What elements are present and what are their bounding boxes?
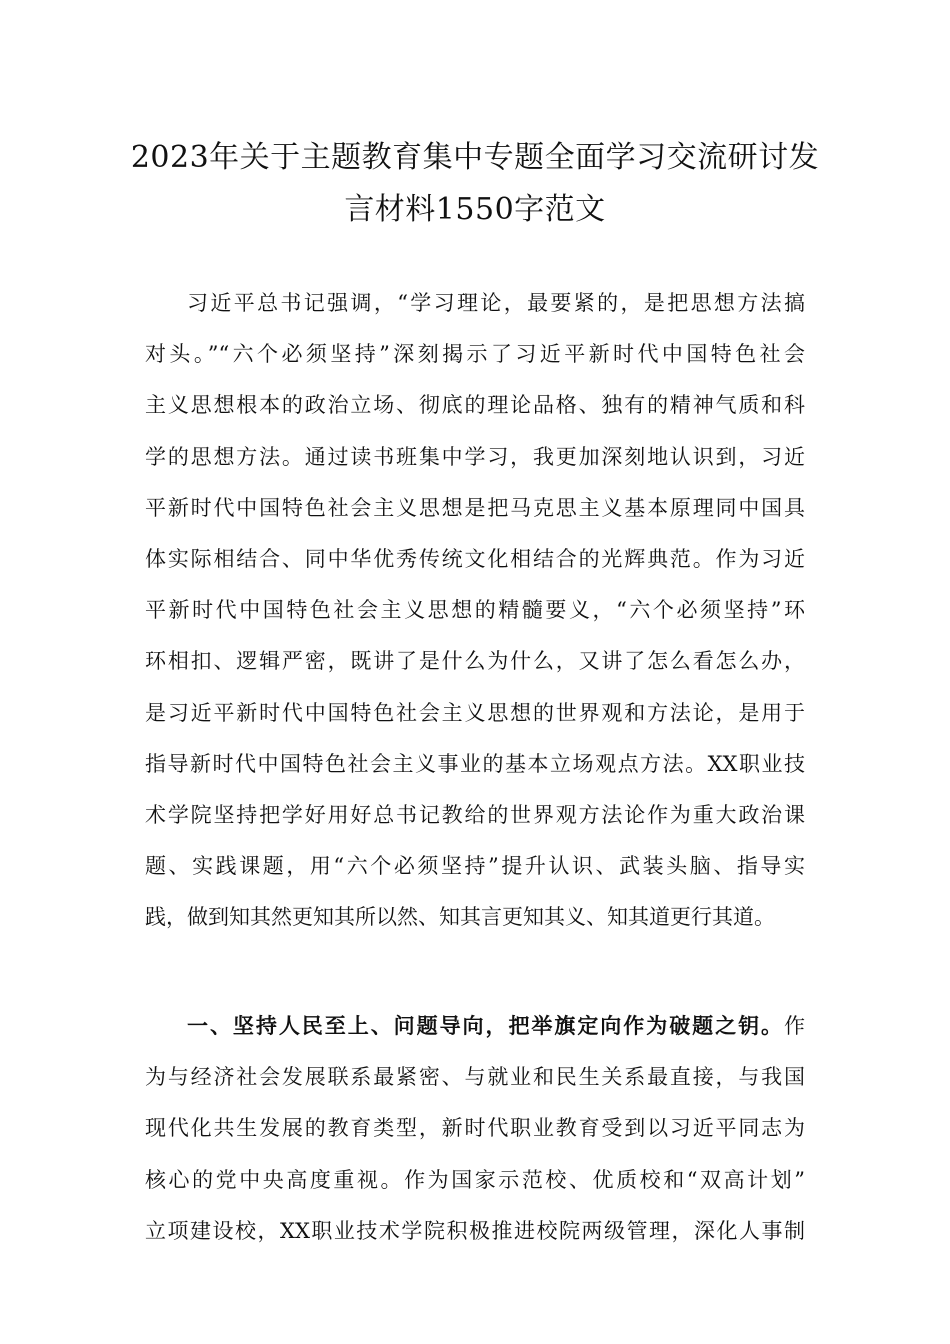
paragraph-line: 环相扣、逻辑严密，既讲了是什么为什么，又讲了怎么看怎么办， bbox=[145, 649, 805, 674]
paragraph-line: 指导新时代中国特色社会主义事业的基本立场观点方法。XX职业技 bbox=[145, 751, 805, 776]
paragraph-line: 核心的党中央高度重视。作为国家示范校、优质校和“双高计划” bbox=[145, 1167, 805, 1192]
paragraph-line: 体实际相结合、同中华优秀传统文化相结合的光辉典范。作为习近 bbox=[145, 547, 805, 572]
paragraph-line: 对头。”“六个必须坚持”深刻揭示了习近平新时代中国特色社会 bbox=[145, 342, 805, 367]
section-heading: 一、坚持人民至上、问题导向，把举旗定向作为破题之钥。 bbox=[187, 1013, 784, 1038]
section-heading-continuation: 作 bbox=[784, 1014, 805, 1038]
paragraph-line: 学的思想方法。通过读书班集中学习，我更加深刻地认识到，习近 bbox=[145, 444, 805, 469]
paragraph-line: 习近平总书记强调，“学习理论，最要紧的，是把思想方法搞 bbox=[187, 291, 805, 315]
paragraph-line: 践，做到知其然更知其所以然、知其言更知其义、知其道更行其道。 bbox=[145, 905, 775, 930]
title-line-1: 2023年关于主题教育集中专题全面学习交流研讨发 bbox=[130, 140, 820, 175]
paragraph-line: 为与经济社会发展联系最紧密、与就业和民生关系最直接，与我国 bbox=[145, 1065, 805, 1090]
document-title bbox=[120, 132, 830, 236]
paragraph-line: 主义思想根本的政治立场、彻底的理论品格、独有的精神气质和科 bbox=[145, 393, 805, 418]
paragraph-line: 术学院坚持把学好用好总书记教给的世界观方法论作为重大政治课 bbox=[145, 803, 805, 828]
paragraph-section-one bbox=[145, 1000, 805, 1257]
paragraph-intro bbox=[145, 278, 805, 944]
paragraph-line: 平新时代中国特色社会主义思想是把马克思主义基本原理同中国具 bbox=[145, 495, 805, 520]
section-heading-line bbox=[145, 1000, 805, 1052]
paragraph-line: 立项建设校，XX职业技术学院积极推进校院两级管理，深化人事制 bbox=[145, 1218, 805, 1243]
title-line-2: 言材料1550字范文 bbox=[344, 192, 606, 227]
paragraph-line: 现代化共生发展的教育类型，新时代职业教育受到以习近平同志为 bbox=[145, 1116, 805, 1141]
paragraph-line: 平新时代中国特色社会主义思想的精髓要义，“六个必须坚持”环 bbox=[145, 598, 805, 623]
paragraph-line: 题、实践课题，用“六个必须坚持”提升认识、武装头脑、指导实 bbox=[145, 854, 805, 879]
paragraph-line: 是习近平新时代中国特色社会主义思想的世界观和方法论，是用于 bbox=[145, 700, 805, 725]
